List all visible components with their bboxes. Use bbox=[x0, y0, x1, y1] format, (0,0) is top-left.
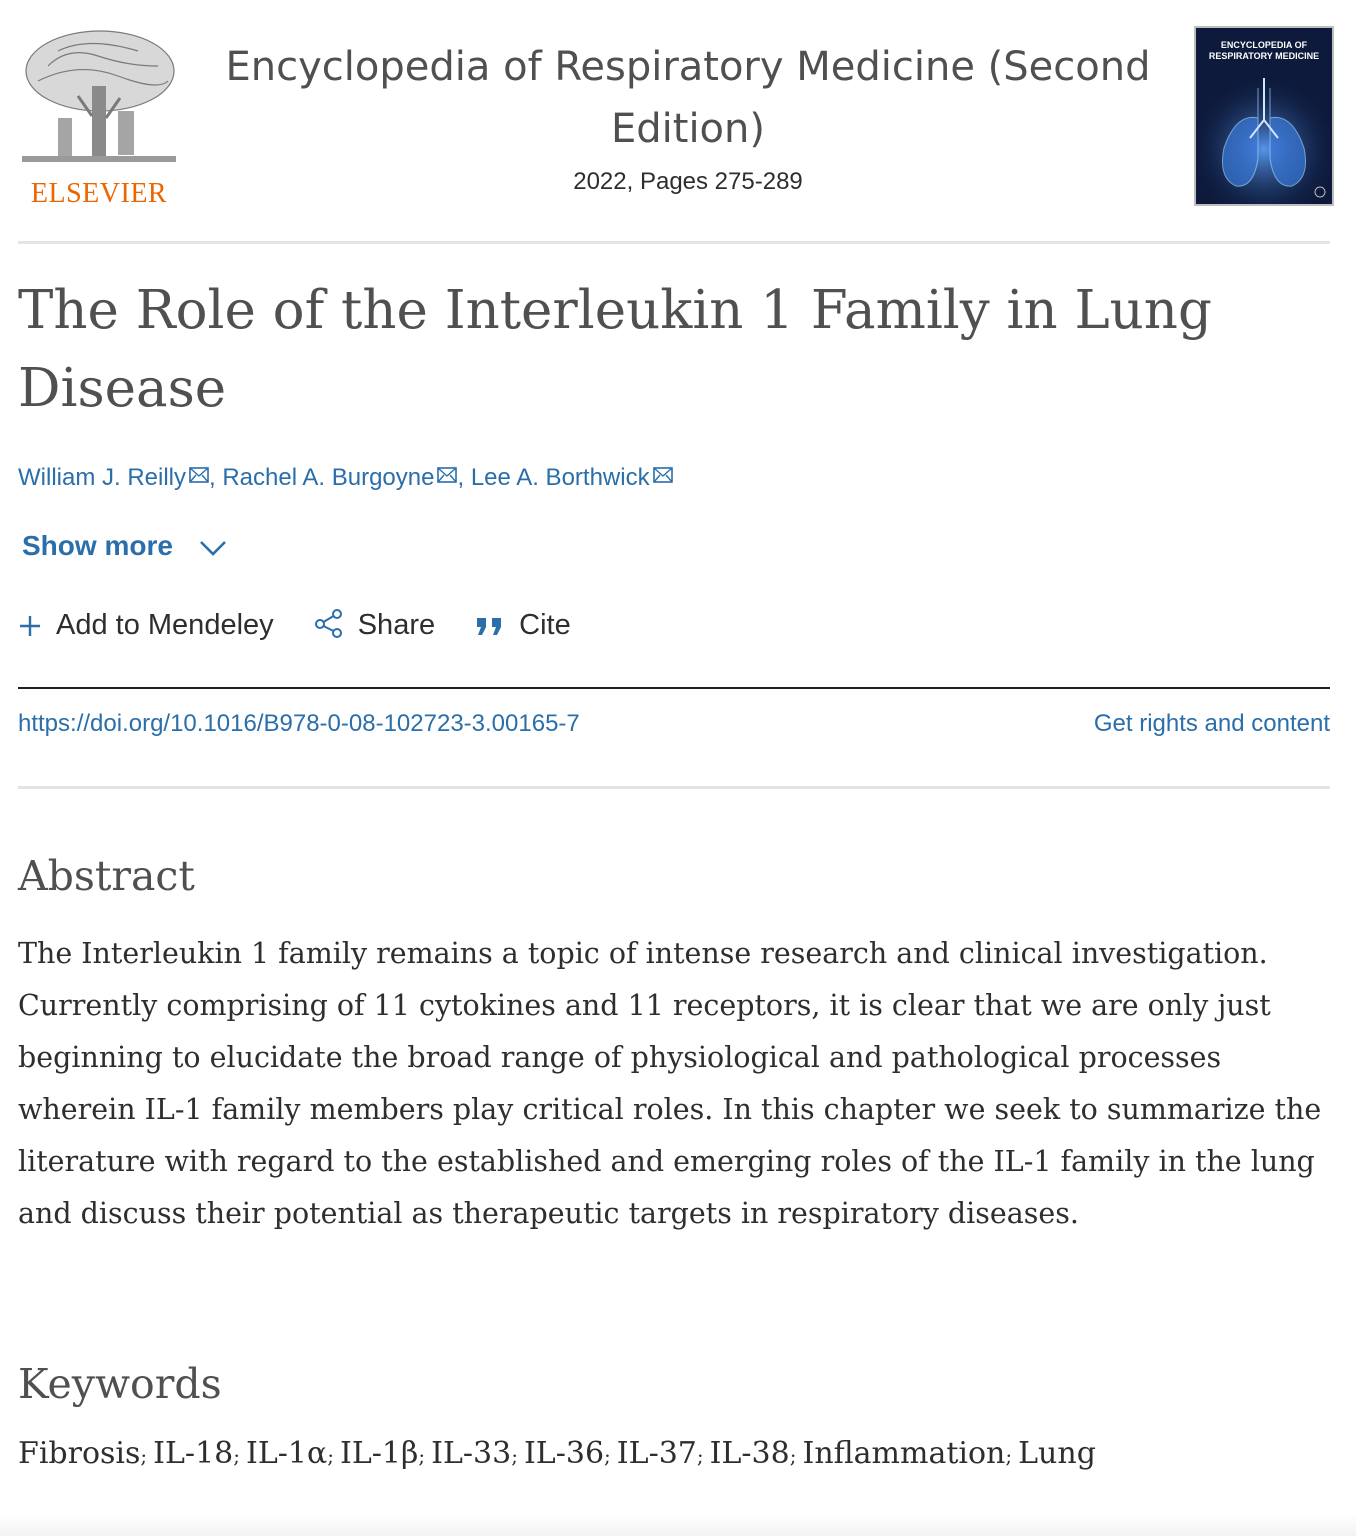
keyword-item: IL-37 bbox=[616, 1436, 697, 1471]
keyword-list bbox=[18, 1436, 1096, 1471]
book-cover-title: ENCYCLOPEDIA OF RESPIRATORY MEDICINE bbox=[1208, 40, 1320, 61]
get-rights-link[interactable]: Get rights and content bbox=[1093, 710, 1330, 737]
envelope-icon bbox=[189, 467, 209, 483]
cite-label: Cite bbox=[519, 609, 571, 641]
journal-title-link[interactable]: Encyclopedia of Respiratory Medicine (Second Edition) bbox=[225, 44, 1151, 152]
chevron-down-icon bbox=[199, 539, 227, 557]
author-separator: , bbox=[209, 464, 223, 491]
author-list bbox=[18, 464, 673, 492]
keyword-separator: ; bbox=[233, 1444, 240, 1468]
header-divider bbox=[18, 241, 1330, 244]
publisher-name: ELSEVIER bbox=[30, 178, 168, 209]
keyword-item: IL-18 bbox=[153, 1436, 234, 1471]
keyword-separator: ; bbox=[604, 1444, 611, 1468]
keyword-separator: ; bbox=[327, 1444, 335, 1468]
journal-info bbox=[218, 36, 1158, 196]
keywords-heading: Keywords bbox=[18, 1360, 222, 1408]
keyword-separator: ; bbox=[418, 1444, 426, 1468]
author-link[interactable] bbox=[471, 464, 673, 491]
share-icon bbox=[314, 608, 344, 638]
article-title: The Role of the Interleukin 1 Family in Lung Disease bbox=[18, 280, 1212, 419]
plus-icon bbox=[18, 614, 42, 638]
keyword-item: Lung bbox=[1018, 1436, 1096, 1471]
author-name: William J. Reilly bbox=[18, 464, 186, 491]
abstract-text: The Interleukin 1 family remains a topic of intense research and clinical investigation. Currently comprising of 11 cytokines and 11 receptors, it is clear that we are only just beginning to elucidate the broad range of physiological and pathological processes wherein IL-1 family members play critical roles. In this chapter we seek to summarize the literature with regard to the established and emerging roles of the IL-1 family in the lung and discuss their potential as therapeutic targets in respiratory diseases. bbox=[18, 937, 1322, 1230]
share-label: Share bbox=[357, 609, 436, 641]
envelope-icon bbox=[653, 467, 673, 483]
add-to-mendeley-button[interactable] bbox=[18, 609, 274, 642]
keyword-item: IL-33 bbox=[431, 1436, 512, 1471]
author-link[interactable] bbox=[222, 464, 457, 491]
author-name: Lee A. Borthwick bbox=[470, 464, 650, 491]
share-button[interactable] bbox=[314, 608, 435, 642]
show-more-label: Show more bbox=[22, 530, 173, 561]
keyword-separator: ; bbox=[140, 1444, 148, 1468]
actions-divider bbox=[18, 687, 1330, 689]
book-cover-image[interactable] bbox=[1194, 26, 1334, 206]
envelope-icon bbox=[437, 467, 457, 483]
keyword-separator: ; bbox=[1005, 1444, 1013, 1468]
keyword-separator: ; bbox=[696, 1444, 704, 1468]
journal-pages: 2022, Pages 275-289 bbox=[573, 168, 803, 195]
article-header bbox=[18, 20, 1330, 210]
author-name: Rachel A. Burgoyne bbox=[222, 464, 435, 491]
abstract-heading: Abstract bbox=[18, 852, 195, 900]
elsevier-logo[interactable] bbox=[18, 26, 180, 208]
keyword-separator: ; bbox=[789, 1444, 797, 1468]
article-actions bbox=[18, 608, 603, 652]
keyword-separator: ; bbox=[511, 1444, 518, 1468]
cite-button[interactable] bbox=[475, 609, 571, 642]
keyword-item: Fibrosis bbox=[18, 1436, 141, 1471]
keyword-item: IL-1β bbox=[340, 1436, 419, 1471]
author-separator: , bbox=[457, 464, 471, 491]
keyword-item: IL-1α bbox=[246, 1436, 328, 1471]
keyword-item: IL-36 bbox=[523, 1436, 605, 1471]
tree-logo-icon bbox=[18, 26, 180, 176]
doi-divider bbox=[18, 786, 1330, 789]
keyword-item: IL-38 bbox=[709, 1436, 790, 1471]
lungs-icon bbox=[1196, 28, 1332, 204]
article-page bbox=[18, 0, 1330, 1536]
page-bottom-fade bbox=[0, 1514, 1356, 1536]
doi-link[interactable]: https://doi.org/10.1016/B978-0-08-102723-3.00165-7 bbox=[18, 710, 580, 737]
show-more-button[interactable] bbox=[22, 530, 227, 562]
keyword-item: Inflammation bbox=[802, 1436, 1006, 1471]
mendeley-label: Add to Mendeley bbox=[56, 609, 274, 641]
author-link[interactable] bbox=[18, 464, 209, 491]
quote-icon bbox=[475, 614, 505, 638]
